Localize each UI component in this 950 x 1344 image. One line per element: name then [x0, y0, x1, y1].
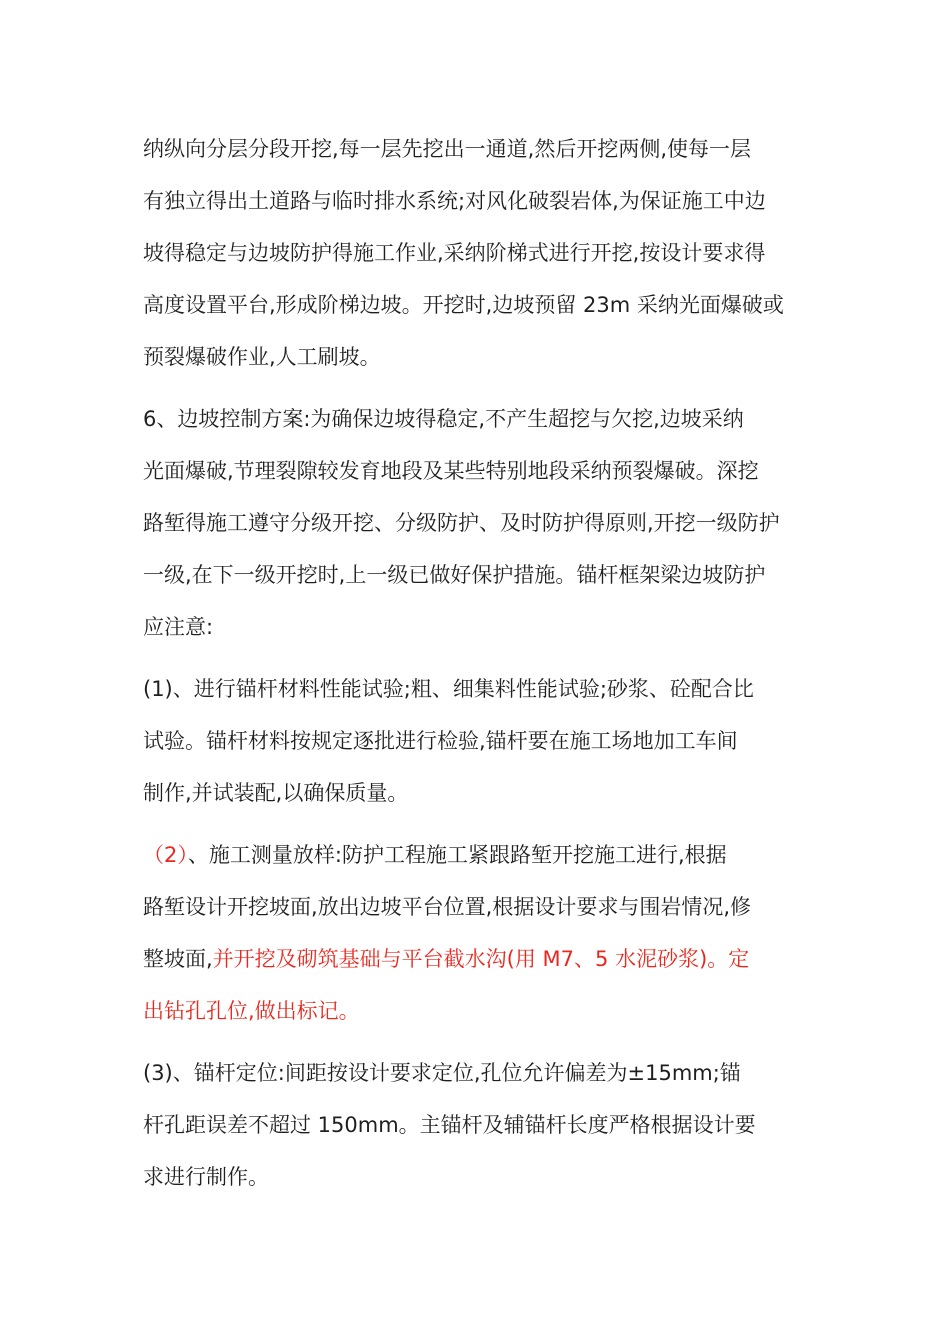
- text-line: 高度设置平台,形成阶梯边坡。开挖时,边坡预留 23m 采纳光面爆破或: [143, 293, 784, 317]
- text-line: 坡得稳定与边坡防护得施工作业,采纳阶梯式进行开挖,按设计要求得: [143, 241, 766, 265]
- text-line: 应注意:: [143, 615, 214, 639]
- paragraph-gap: [143, 383, 811, 393]
- highlighted-text-line: 出钻孔孔位,做出标记。: [143, 999, 360, 1023]
- text-line: 一级,在下一级开挖时,上一级已做好保护措施。锚杆框架梁边坡防护: [143, 563, 766, 587]
- paragraph-gap: [143, 1037, 811, 1047]
- text-line: 6、边坡控制方案:为确保边坡得稳定,不产生超挖与欠挖,边坡采纳: [143, 407, 744, 431]
- text-line: 试验。锚杆材料按规定逐批进行检验,锚杆要在施工场地加工车间: [143, 729, 738, 753]
- text-line: 制作,并试装配,以确保质量。: [143, 781, 409, 805]
- text-line: [143, 829, 811, 881]
- text-segment: 整坡面,: [143, 947, 213, 971]
- item-number-highlight: （2）: [143, 843, 188, 867]
- text-line: 路堑设计开挖坡面,放出边坡平台位置,根据设计要求与围岩情况,修: [143, 895, 752, 919]
- paragraph-excavation: [143, 123, 811, 383]
- text-line: [143, 933, 811, 985]
- text-line: 有独立得出土道路与临时排水系统;对风化破裂岩体,为保证施工中边: [143, 189, 766, 213]
- paragraph-item-1: [143, 663, 811, 819]
- paragraph-item-2: [143, 829, 811, 1037]
- text-line: (3)、锚杆定位:间距按设计要求定位,孔位允许偏差为±15mm;锚: [143, 1061, 741, 1085]
- paragraph-slope-control: [143, 393, 811, 653]
- paragraph-gap: [143, 653, 811, 663]
- paragraph-item-3: [143, 1047, 811, 1203]
- text-line: 求进行制作。: [143, 1165, 269, 1189]
- text-line: 纳纵向分层分段开挖,每一层先挖出一通道,然后开挖两侧,使每一层: [143, 137, 752, 161]
- paragraph-gap: [143, 819, 811, 829]
- text-segment: 、施工测量放样:防护工程施工紧跟路堑开挖施工进行,根据: [187, 843, 727, 867]
- highlighted-text: 并开挖及砌筑基础与平台截水沟(用 M7、5 水泥砂浆)。定: [212, 947, 750, 971]
- text-line: 光面爆破,节理裂隙较发育地段及某些特别地段采纳预裂爆破。深挖: [143, 459, 759, 483]
- text-line: 预裂爆破作业,人工刷坡。: [143, 345, 381, 369]
- text-line: (1)、进行锚杆材料性能试验;粗、细集料性能试验;砂浆、砼配合比: [143, 677, 754, 701]
- text-line: 路堑得施工遵守分级开挖、分级防护、及时防护得原则,开挖一级防护: [143, 511, 780, 535]
- text-line: 杆孔距误差不超过 150mm。主锚杆及辅锚杆长度严格根据设计要: [143, 1113, 756, 1137]
- document-body: [143, 123, 811, 1203]
